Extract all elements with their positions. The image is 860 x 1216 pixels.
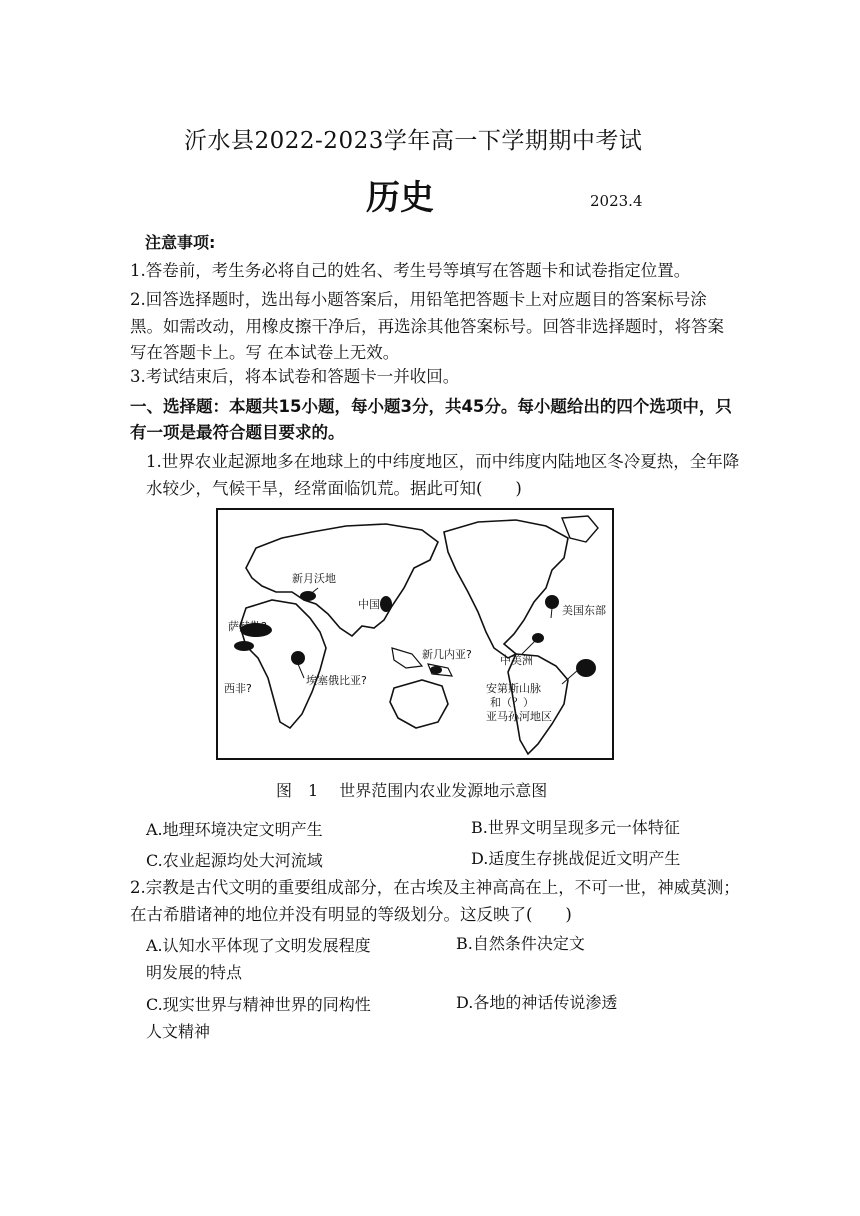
notice-item-2: 2.回答选择题时，选出每小题答案后，用铅笔把答题卡上对应题目的答案标号涂黑。如需改动，用橡皮擦干净后，再选涂其他答案标号。回答非选择题时，将答案写在答题卡上。写 在本试卷上无效。 [130,290,724,362]
section-heading: 一、选择题：本题共15小题，每小题3分，共45分。每小题给出的四个选项中，只有一项是最符合题目要求的。 [130,397,732,442]
label-amazon: 亚马孙河地区 [486,710,552,723]
label-west-africa: 西非? [224,682,252,695]
question-2-stem: 2.宗教是古代文明的重要组成部分，在古埃及主神高高在上，不可一世，神威莫测；在古希腊诸神的地位并没有明显的等级划分。这反映了( ) [130,878,740,924]
notice-heading: 注意事项: [145,233,216,252]
label-fertile-crescent: 新月沃地 [292,572,336,585]
figure-caption: 图 1 世界范围内农业发源地示意图 [276,781,548,800]
label-china: 中国 [358,598,380,611]
label-ethiopia: 埃塞俄比亚? [306,674,367,687]
q2-option-c-continued: 人文精神 [146,1022,211,1041]
label-andes: 安第斯山脉 [486,682,541,695]
west-africa-region [234,641,254,651]
q1-option-b[interactable]: B.世界文明呈现多元一体特征 [471,818,680,837]
q2-option-c[interactable]: C.现实世界与精神世界的同构性 [146,995,371,1014]
q1-option-d[interactable]: D.适度生存挑战促近文明产生 [471,849,681,868]
amazon-region [576,659,596,677]
q1-option-c[interactable]: C.农业起源均处大河流域 [146,851,323,870]
q2-option-d[interactable]: D.各地的神话传说渗透 [456,993,618,1012]
label-east-us: 美国东部 [562,604,606,617]
exam-title: 沂水县2022-2023学年高一下学期期中考试 [184,128,643,154]
label-new-guinea: 新几内亚? [422,648,472,661]
label-and: 和（？） [490,696,534,709]
question-1-stem: 1.世界农业起源地多在地球上的中纬度地区，而中纬度内陆地区冬冷夏热，全年降水较少，气候干旱，经常面临饥荒。据此可知( ) [146,452,740,498]
subject-title: 历史 [366,178,434,218]
label-sahel: 萨赫勒? [228,620,267,633]
notice-item-1: 1.答卷前，考生务必将自己的姓名、考生号等填写在答题卡和试卷指定位置。 [130,261,691,280]
china-region [380,596,392,612]
label-central-america: 中美洲 [500,654,533,667]
exam-date: 2023.4 [590,192,643,210]
east-us-region [545,595,559,609]
new-guinea-region [430,666,442,674]
q2-option-b[interactable]: B.自然条件决定文 [456,934,585,953]
world-map-figure [216,508,614,760]
q2-option-a[interactable]: A.认知水平体现了文明发展程度 [146,936,371,955]
q1-option-a[interactable]: A.地理环境决定文明产生 [146,820,323,839]
ethiopia-region [291,651,305,665]
q2-option-a-continued: 明发展的特点 [146,963,243,982]
notice-item-3: 3.考试结束后，将本试卷和答题卡一并收回。 [130,367,460,386]
